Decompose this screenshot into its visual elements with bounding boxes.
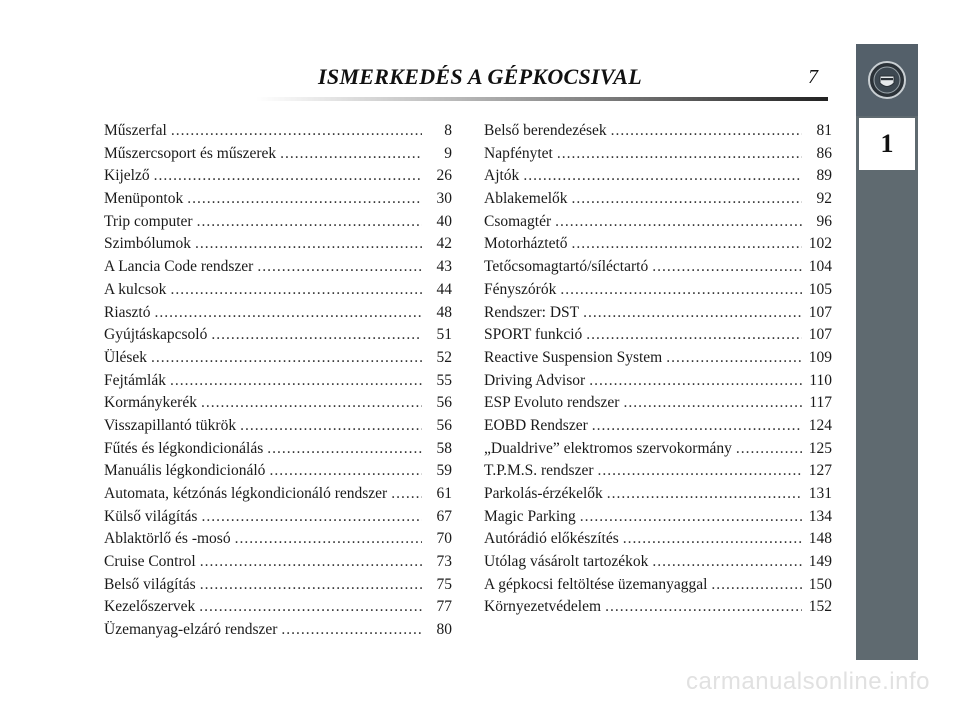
toc-entry[interactable] [484, 485, 832, 508]
toc-entry[interactable] [484, 258, 832, 281]
toc-dot-leader [652, 553, 802, 571]
toc-entry[interactable] [484, 440, 832, 463]
toc-entry-page: 127 [808, 462, 832, 480]
toc-entry-title: Autórádió előkészítés [484, 530, 619, 548]
toc-dot-leader [280, 145, 422, 163]
toc-entry[interactable] [484, 349, 832, 372]
toc-entry[interactable] [104, 485, 452, 508]
toc-entry-page: 61 [436, 485, 452, 502]
toc-entry[interactable] [484, 372, 832, 395]
toc-entry-title: Kezelőszervek [104, 598, 196, 616]
toc-dot-leader [623, 530, 802, 548]
toc-entry-page: 59 [436, 462, 452, 480]
toc-dot-leader [200, 576, 422, 594]
toc-entry[interactable] [104, 145, 452, 168]
toc-dot-leader [583, 304, 802, 322]
toc-entry-title: Tetőcsomagtartó/síléctartó [484, 258, 649, 276]
toc-entry[interactable] [104, 530, 452, 553]
toc-entry-title: Cruise Control [104, 553, 196, 571]
toc-entry-page: 125 [808, 439, 832, 457]
toc-entry[interactable] [104, 349, 452, 372]
toc-entry-title: Menüpontok [104, 190, 184, 208]
toc-entry-title: Külső világítás [104, 507, 198, 525]
toc-entry-page: 96 [816, 212, 832, 230]
toc-entry-title: Reactive Suspension System [484, 348, 663, 366]
toc-dot-leader [557, 145, 802, 163]
toc-entry-title: Ülések [104, 348, 148, 366]
toc-dot-leader [607, 485, 802, 503]
chapter-number: 1 [856, 118, 918, 170]
toc-entry[interactable] [484, 145, 832, 168]
toc-dot-leader [240, 417, 422, 435]
toc-entry[interactable] [484, 281, 832, 304]
toc-entry-title: Fűtés és légkondicionálás [104, 439, 264, 457]
toc-entry-page: 89 [816, 167, 832, 185]
toc-entry[interactable] [104, 394, 452, 417]
toc-entry-title: SPORT funkció [484, 326, 583, 344]
toc-entry[interactable] [104, 417, 452, 440]
toc-entry[interactable] [484, 462, 832, 485]
toc-entry-page: 117 [809, 394, 832, 412]
toc-dot-leader [666, 349, 802, 367]
chapter-side-tab [856, 44, 918, 660]
toc-entry-title: Visszapillantó tükrök [104, 416, 237, 434]
toc-entry-title: Kormánykerék [104, 394, 197, 412]
page-number: 7 [808, 66, 818, 88]
watermark: carmanualsonline.info [686, 668, 930, 695]
toc-dot-leader [199, 598, 422, 616]
toc-entry[interactable] [484, 394, 832, 417]
toc-entry[interactable] [104, 621, 452, 644]
toc-dot-leader [652, 258, 802, 276]
toc-entry[interactable] [104, 235, 452, 258]
toc-entry-page: 70 [436, 530, 452, 548]
toc-entry-title: „Dualdrive” elektromos szervokormány [484, 439, 732, 457]
toc-entry-title: Műszerfal [104, 122, 167, 139]
toc-entry[interactable] [104, 258, 452, 281]
toc-entry-page: 9 [444, 144, 452, 162]
toc-dot-leader [257, 258, 422, 276]
toc-entry-title: Szimbólumok [104, 235, 191, 253]
toc-entry-title: Kijelző [104, 167, 150, 185]
toc-entry[interactable] [104, 372, 452, 395]
toc-entry[interactable] [104, 440, 452, 463]
toc-entry-title: A gépkocsi feltöltése üzemanyaggal [484, 575, 708, 593]
toc-entry-page: 124 [808, 416, 832, 434]
toc-entry-page: 67 [436, 507, 452, 525]
toc-entry-page: 105 [808, 280, 832, 298]
toc-entry-title: Környezetvédelem [484, 598, 602, 616]
logo-box [856, 44, 918, 116]
toc-dot-leader [201, 394, 422, 412]
toc-dot-leader [171, 122, 422, 140]
toc-entry[interactable] [104, 598, 452, 621]
toc-dot-leader [580, 508, 802, 526]
toc-entry-page: 104 [808, 258, 832, 276]
toc-entry[interactable] [484, 213, 832, 236]
toc-dot-leader [560, 281, 802, 299]
toc-entry-title: Automata, kétzónás légkondicionáló rendszer [104, 485, 388, 502]
toc-entry[interactable] [104, 122, 452, 145]
toc-entry-page: 102 [808, 235, 832, 253]
toc-entry-page: 8 [444, 122, 452, 139]
toc-entry[interactable] [484, 167, 832, 190]
toc-entry-title: Belső világítás [104, 575, 196, 593]
toc-dot-leader [211, 326, 422, 344]
toc-entry-page: 56 [436, 394, 452, 412]
toc-dot-leader [235, 530, 422, 548]
toc-entry-title: Belső berendezések [484, 122, 607, 139]
toc-entry-title: A kulcsok [104, 280, 167, 298]
toc-entry-title: Utólag vásárolt tartozékok [484, 553, 649, 571]
toc-entry[interactable] [484, 235, 832, 258]
toc-entry-page: 30 [436, 190, 452, 208]
header-rule [256, 97, 828, 101]
toc-entry-page: 149 [808, 553, 832, 571]
toc-entry-title: Üzemanyag-elzáró rendszer [104, 621, 278, 639]
toc-entry-page: 48 [436, 303, 452, 321]
toc-entry-page: 131 [808, 485, 832, 502]
toc-dot-leader [154, 167, 422, 185]
toc-dot-leader [611, 122, 802, 140]
toc-entry[interactable] [484, 598, 832, 621]
toc-entry-title: A Lancia Code rendszer [104, 258, 254, 276]
toc-entry[interactable] [484, 122, 832, 145]
toc-entry-title: Műszercsoport és műszerek [104, 144, 277, 162]
toc-entry-page: 40 [436, 212, 452, 230]
toc-entry[interactable] [104, 553, 452, 576]
toc-entry-page: 58 [436, 439, 452, 457]
toc-dot-leader [711, 576, 802, 594]
toc-dot-leader [197, 213, 422, 231]
toc-entry-page: 109 [808, 348, 832, 366]
toc-dot-leader [187, 190, 422, 208]
toc-entry-page: 86 [816, 144, 832, 162]
toc-dot-leader [598, 462, 803, 480]
toc-dot-leader [170, 372, 422, 390]
toc-entry-page: 26 [436, 167, 452, 185]
toc-entry-title: Magic Parking [484, 507, 576, 525]
toc-column-right [484, 122, 832, 621]
toc-entry-title: Ablakemelők [484, 190, 568, 208]
toc-entry[interactable] [484, 190, 832, 213]
toc-entry-title: Riasztó [104, 303, 151, 321]
toc-dot-leader [170, 281, 422, 299]
toc-entry-page: 81 [816, 122, 832, 139]
toc-dot-leader [281, 621, 422, 639]
toc-entry-page: 80 [436, 621, 452, 639]
toc-entry-page: 75 [436, 575, 452, 593]
page-header-title: ISMERKEDÉS A GÉPKOCSIVAL [318, 64, 642, 89]
toc-entry-page: 77 [436, 598, 452, 616]
toc-entry[interactable] [484, 417, 832, 440]
toc-dot-leader [269, 462, 422, 480]
toc-entry-title: Driving Advisor [484, 371, 586, 389]
toc-entry-page: 148 [808, 530, 832, 548]
toc-entry-title: Trip computer [104, 212, 193, 230]
toc-dot-leader [155, 304, 423, 322]
toc-entry[interactable] [104, 508, 452, 531]
toc-dot-leader [623, 394, 802, 412]
toc-entry-title: Parkolás-érzékelők [484, 485, 603, 502]
toc-entry-page: 43 [436, 258, 452, 276]
toc-entry[interactable] [104, 462, 452, 485]
toc-entry-title: Manuális légkondicionáló [104, 462, 266, 480]
toc-entry-page: 92 [816, 190, 832, 208]
toc-entry[interactable] [484, 326, 832, 349]
toc-entry-page: 107 [808, 303, 832, 321]
toc-dot-leader [605, 598, 802, 616]
toc-entry[interactable] [484, 304, 832, 327]
toc-dot-leader [201, 508, 422, 526]
toc-entry-title: Rendszer: DST [484, 303, 580, 321]
toc-dot-leader [195, 235, 422, 253]
toc-entry-page: 44 [436, 280, 452, 298]
toc-dot-leader [736, 440, 802, 458]
toc-entry-title: Napfénytet [484, 144, 553, 162]
toc-entry[interactable] [104, 576, 452, 599]
toc-entry-page: 110 [809, 371, 832, 389]
toc-entry-title: Ajtók [484, 167, 520, 185]
toc-entry-page: 56 [436, 416, 452, 434]
toc-entry-title: Fényszórók [484, 280, 557, 298]
toc-entry-page: 150 [808, 575, 832, 593]
toc-dot-leader [391, 485, 422, 503]
toc-dot-leader [592, 417, 802, 435]
toc-entry-page: 52 [436, 348, 452, 366]
toc-entry[interactable] [104, 304, 452, 327]
toc-entry-title: Gyújtáskapcsoló [104, 326, 208, 344]
toc-dot-leader [151, 349, 422, 367]
toc-entry-page: 134 [808, 507, 832, 525]
toc-entry-page: 107 [808, 326, 832, 344]
toc-entry[interactable] [104, 213, 452, 236]
toc-dot-leader [586, 326, 802, 344]
toc-column-left [104, 122, 452, 644]
toc-entry[interactable] [104, 190, 452, 213]
toc-entry-title: EOBD Rendszer [484, 416, 588, 434]
toc-entry-page: 152 [808, 598, 832, 616]
toc-entry-title: Motorháztető [484, 235, 568, 253]
toc-entry[interactable] [484, 530, 832, 553]
toc-dot-leader [555, 213, 802, 231]
toc-entry-title: Csomagtér [484, 212, 552, 230]
toc-entry-title: Fejtámlák [104, 371, 166, 389]
toc-entry-page: 51 [436, 326, 452, 344]
toc-entry[interactable] [104, 167, 452, 190]
toc-entry-title: ESP Evoluto rendszer [484, 394, 620, 412]
toc-dot-leader [572, 190, 802, 208]
toc-entry-title: Ablaktörlő és -mosó [104, 530, 231, 548]
toc-entry-page: 73 [436, 553, 452, 571]
lancia-shield-logo-icon [867, 60, 907, 100]
toc-entry[interactable] [484, 553, 832, 576]
toc-dot-leader [589, 372, 802, 390]
toc-entry-title: T.P.M.S. rendszer [484, 462, 594, 480]
toc-entry[interactable] [484, 576, 832, 599]
toc-dot-leader [572, 235, 802, 253]
toc-entry[interactable] [104, 326, 452, 349]
toc-entry[interactable] [484, 508, 832, 531]
toc-entry-page: 42 [436, 235, 452, 253]
toc-dot-leader [523, 167, 802, 185]
toc-dot-leader [200, 553, 422, 571]
toc-dot-leader [267, 440, 422, 458]
toc-entry[interactable] [104, 281, 452, 304]
toc-entry-page: 55 [436, 371, 452, 389]
